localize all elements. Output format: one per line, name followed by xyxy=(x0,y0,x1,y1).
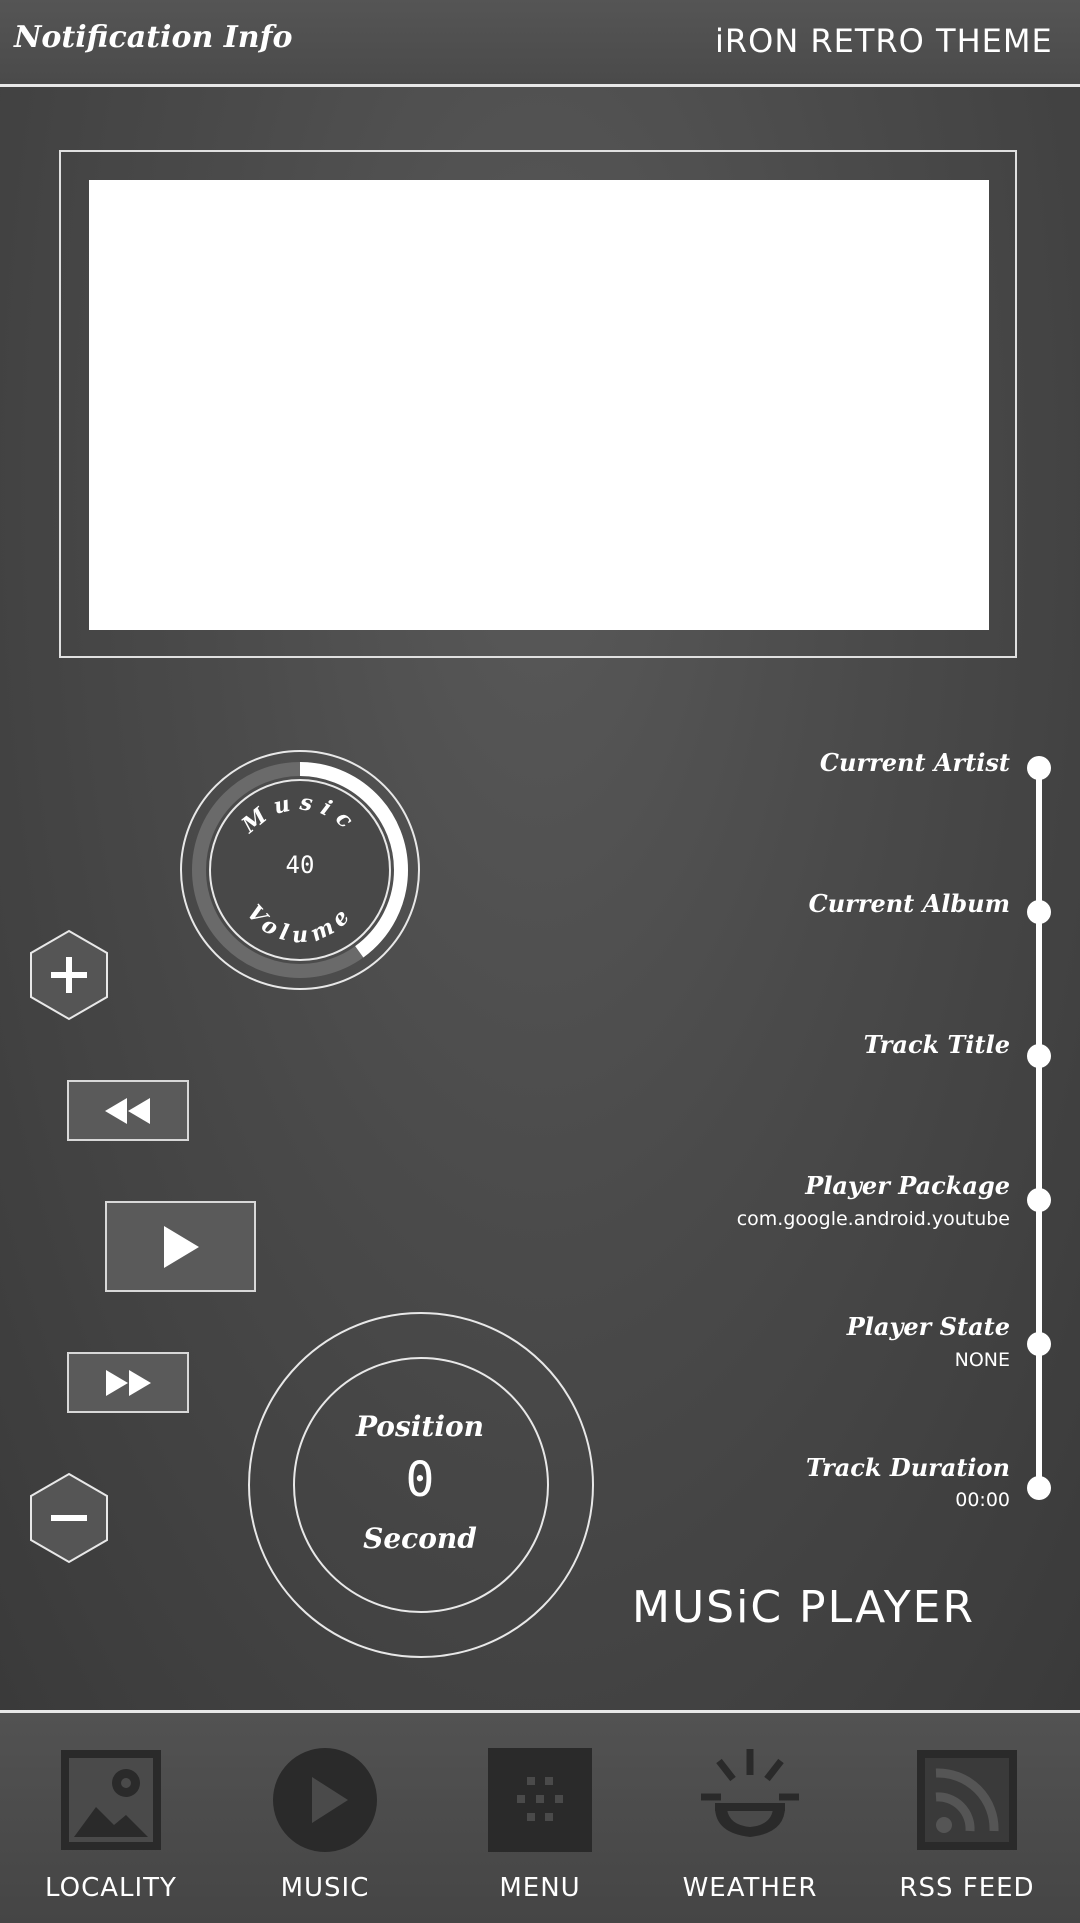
dock-item-menu[interactable] xyxy=(465,1745,615,1910)
current-artist-label: Current Artist xyxy=(819,748,1010,777)
volume-value: 40 xyxy=(285,851,315,879)
info-dot xyxy=(1027,1044,1051,1068)
info-dot xyxy=(1027,1476,1051,1500)
play-button[interactable] xyxy=(105,1201,256,1292)
play-icon xyxy=(161,1224,201,1270)
player-package-value: com.google.android.youtube xyxy=(736,1208,1010,1230)
locality-icon xyxy=(56,1745,166,1855)
info-dot xyxy=(1027,1332,1051,1356)
rss-feed-icon xyxy=(912,1745,1022,1855)
info-timeline xyxy=(1036,768,1042,1490)
fast-forward-icon xyxy=(103,1368,153,1398)
track-duration-value: 00:00 xyxy=(955,1489,1010,1511)
track-duration-label: Track Duration xyxy=(805,1453,1010,1482)
volume-label-top: Music xyxy=(236,789,364,840)
info-dot xyxy=(1027,756,1051,780)
dock-item-rss-feed[interactable] xyxy=(892,1745,1042,1910)
minus-icon xyxy=(51,1515,87,1521)
current-album-label: Current Album xyxy=(808,889,1010,918)
track-title-label: Track Title xyxy=(863,1030,1010,1059)
position-title: Position xyxy=(356,1410,484,1443)
menu-icon xyxy=(485,1745,595,1855)
music-icon xyxy=(270,1745,380,1855)
player-state-label: Player State xyxy=(846,1312,1010,1341)
info-dot xyxy=(1027,1188,1051,1212)
album-art-area[interactable] xyxy=(89,180,989,630)
dock-item-weather[interactable] xyxy=(675,1745,825,1910)
dock-item-locality[interactable] xyxy=(36,1745,186,1910)
dock-label-weather: WEATHER xyxy=(682,1873,818,1903)
info-dot xyxy=(1027,900,1051,924)
player-state-value: NONE xyxy=(954,1349,1010,1371)
weather-icon xyxy=(695,1745,805,1855)
rewind-icon xyxy=(103,1096,153,1126)
notification-info-title[interactable]: Notification Info xyxy=(14,20,293,55)
rewind-button[interactable] xyxy=(67,1080,189,1141)
dock-label-locality: LOCALITY xyxy=(45,1873,177,1903)
position-unit: Second xyxy=(363,1522,477,1555)
player-package-label: Player Package xyxy=(805,1171,1010,1200)
dock-label-menu: MENU xyxy=(499,1873,581,1903)
dock-label-rss-feed: RSS FEED xyxy=(899,1873,1035,1903)
position-value: 0 xyxy=(405,1452,435,1508)
volume-label-bottom: Volume xyxy=(241,899,359,949)
volume-up-button[interactable] xyxy=(29,929,109,1021)
music-player-title: MUSiC PLAYER xyxy=(632,1582,976,1633)
dock-label-music: MUSIC xyxy=(280,1873,370,1903)
theme-title: iRON RETRO THEME xyxy=(715,22,1053,60)
dock-item-music[interactable] xyxy=(250,1745,400,1910)
fast-forward-button[interactable] xyxy=(67,1352,189,1413)
volume-down-button[interactable] xyxy=(29,1472,109,1564)
